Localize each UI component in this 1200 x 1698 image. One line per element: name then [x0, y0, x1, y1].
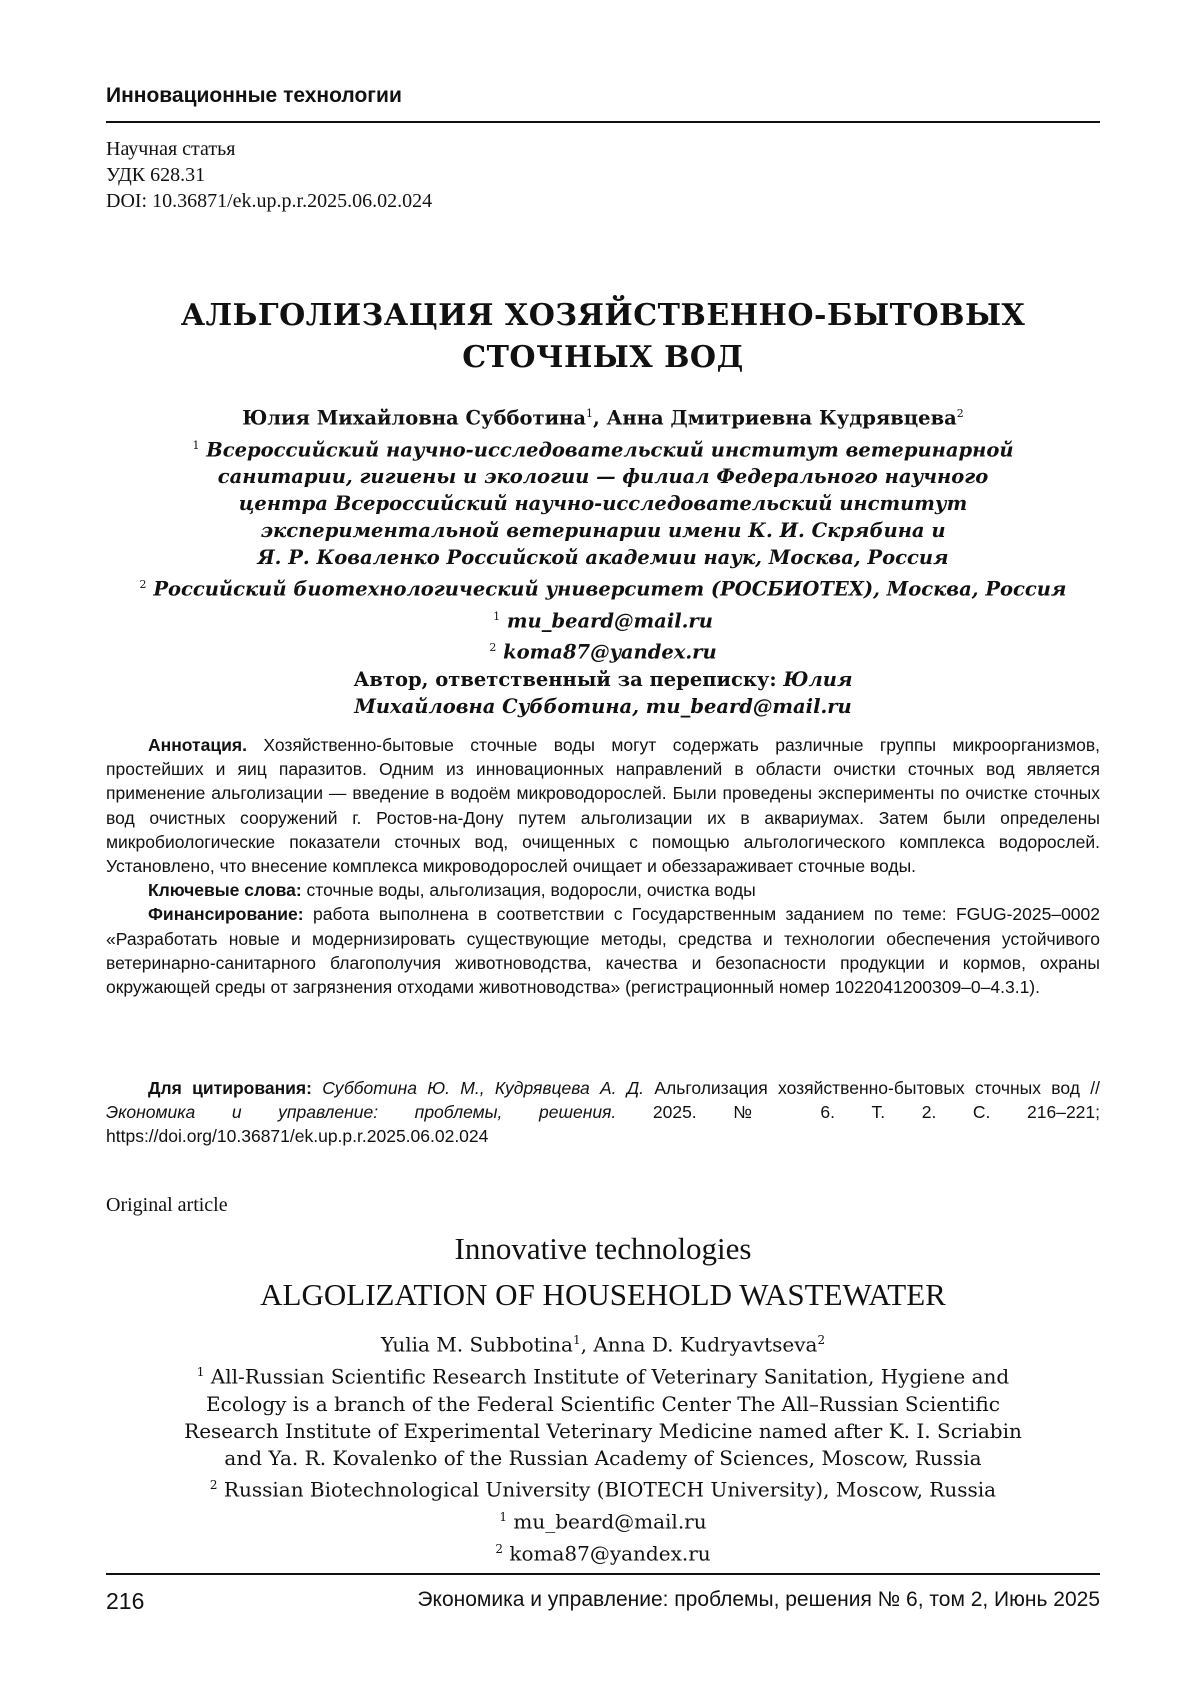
citation-block: [106, 1076, 1100, 1149]
article-meta: [106, 136, 432, 214]
citation-title: Альголизация хозяйственно-бытовых сточных вод //: [654, 1078, 1100, 1098]
funding-label: Финансирование:: [148, 904, 304, 924]
affiliation-1-line: Я. Р. Коваленко Российской академии наук, Москва, Россия: [106, 544, 1100, 571]
english-affiliation-1-line: Ecology is a branch of the Federal Scientific Center The All–Russian Scientific: [106, 1391, 1100, 1418]
affiliation-2-sup: 2: [140, 578, 147, 591]
author-2-sup: 2: [957, 407, 964, 420]
section-header: Инновационные технологии: [106, 84, 402, 108]
english-title: ALGOLIZATION OF HOUSEHOLD WASTEWATER: [106, 1272, 1100, 1318]
footer-rule: [106, 1573, 1100, 1575]
udc-code: УДК 628.31: [106, 162, 432, 188]
english-affiliation-1-line: and Ya. R. Kovalenko of the Russian Academy of Sciences, Moscow, Russia: [106, 1445, 1100, 1472]
author-1: Юлия Михайловна Субботина: [242, 407, 586, 430]
corresponding-name: Юлия: [783, 668, 852, 691]
english-affiliation-2: 2 Russian Biotechnological University (BIOTECH University), Moscow, Russia: [106, 1472, 1100, 1504]
original-article-label: Original article: [106, 1194, 228, 1217]
abstract-label: Аннотация.: [148, 735, 247, 755]
affiliation-1-line: санитарии, гигиены и экологии — филиал Федерального научного: [106, 463, 1100, 490]
keywords-paragraph: [106, 878, 1100, 902]
funding-text: работа выполнена в соответствии с Государственным заданием по теме: FGUG-2025–0002 «Разработать новые и модернизировать существующие методы, средства и технологии обеспечения устойчивого ветеринарно-санитарного благополучия животноводства, качества и безопасности продукции и кормов, охраны окружающей среды от загрязнения отходами животноводства» (регистрационный номер 1022041200309–0–4.3.1).: [106, 904, 1100, 997]
corresponding-author: [106, 666, 1100, 693]
keywords-text: сточные воды, альголизация, водоросли, очистка воды: [307, 880, 756, 900]
english-rubric: Innovative technologies: [106, 1226, 1100, 1272]
abstract-block: [106, 733, 1100, 999]
corresponding-label: Автор, ответственный за переписку:: [354, 668, 777, 691]
title-line-1: АЛЬГОЛИЗАЦИЯ ХОЗЯЙСТВЕННО-БЫТОВЫХ: [106, 295, 1100, 337]
article-page: [0, 0, 1200, 1698]
funding-paragraph: [106, 902, 1100, 999]
english-author-1: Yulia M. Subbotina: [381, 1333, 573, 1357]
authors-block: [106, 400, 1100, 720]
citation-journal: Экономика и управление: проблемы, решения.: [106, 1102, 616, 1122]
citation-authors: Субботина Ю. М., Кудрявцева А. Д.: [322, 1078, 644, 1098]
citation-label: Для цитирования:: [148, 1078, 312, 1098]
citation-paragraph: [106, 1076, 1100, 1149]
abstract-text: Хозяйственно-бытовые сточные воды могут содержать различные группы микроорганизмов, простейших и яиц паразитов. Одним из инновационных направлений в области очистки сточных вод является применение альголизации — введение в водоём микроводорослей. Были проведены эксперименты по очистке сточных вод очистных сооружений г. Ростов-на-Дону путем альголизации их в аквариумах. Затем были определены микробиологические показатели сточных вод, очищенных с помощью альгологического комплекса водорослей. Установлено, что внесение комплекса микроводорослей очищает и обеззараживает сточные воды.: [106, 735, 1100, 876]
keywords-label: Ключевые слова:: [148, 880, 302, 900]
affiliation-1-line: экспериментальной ветеринарии имени К. И. Скрябина и: [106, 517, 1100, 544]
english-author-line: Yulia M. Subbotina1, Anna D. Kudryavtseva2: [106, 1327, 1100, 1359]
english-email-2[interactable]: 2 koma87@yandex.ru: [106, 1536, 1100, 1568]
journal-footer: Экономика и управление: проблемы, решения № 6, том 2, Июнь 2025: [417, 1588, 1100, 1612]
email-2[interactable]: 2 koma87@yandex.ru: [106, 634, 1100, 666]
page-number: 216: [106, 1588, 144, 1615]
title-line-2: СТОЧНЫХ ВОД: [106, 337, 1100, 379]
affiliation-1-sup: 1: [192, 439, 199, 452]
english-affiliation-1-line: 1 All-Russian Scientific Research Institute of Veterinary Sanitation, Hygiene and: [106, 1359, 1100, 1391]
affiliation-1: [106, 432, 1100, 572]
article-title: [106, 295, 1100, 379]
english-authors-block: [106, 1327, 1100, 1568]
english-author-2: Anna D. Kudryavtseva: [593, 1333, 817, 1357]
header-rule: [106, 121, 1100, 123]
corresponding-name-cont: Михайловна Субботина, mu_beard@mail.ru: [106, 693, 1100, 720]
author-1-sup: 1: [586, 407, 593, 420]
author-sep: ,: [593, 407, 607, 430]
email-1[interactable]: 1 mu_beard@mail.ru: [106, 603, 1100, 635]
english-email-1[interactable]: 1 mu_beard@mail.ru: [106, 1504, 1100, 1536]
author-line: [106, 400, 1100, 432]
affiliation-1-line: 1 Всероссийский научно-исследовательский институт ветеринарной: [106, 432, 1100, 464]
abstract-paragraph: [106, 733, 1100, 878]
doi: DOI: 10.36871/ek.up.p.r.2025.06.02.024: [106, 188, 432, 214]
english-heading: [106, 1226, 1100, 1318]
citation-details[interactable]: 2025. № 6. Т. 2. С. 216–221; https://doi.org/10.36871/ek.up.p.r.2025.06.02.024: [106, 1102, 1100, 1146]
affiliation-1-line: центра Всероссийский научно-исследовательский институт: [106, 490, 1100, 517]
affiliation-2: 2 Российский биотехнологический университет (РОСБИОТЕХ), Москва, Россия: [106, 571, 1100, 603]
english-affiliation-1-line: Research Institute of Experimental Veterinary Medicine named after K. I. Scriabin: [106, 1418, 1100, 1445]
article-type: Научная статья: [106, 136, 432, 162]
author-2: Анна Дмитриевна Кудрявцева: [607, 407, 957, 430]
